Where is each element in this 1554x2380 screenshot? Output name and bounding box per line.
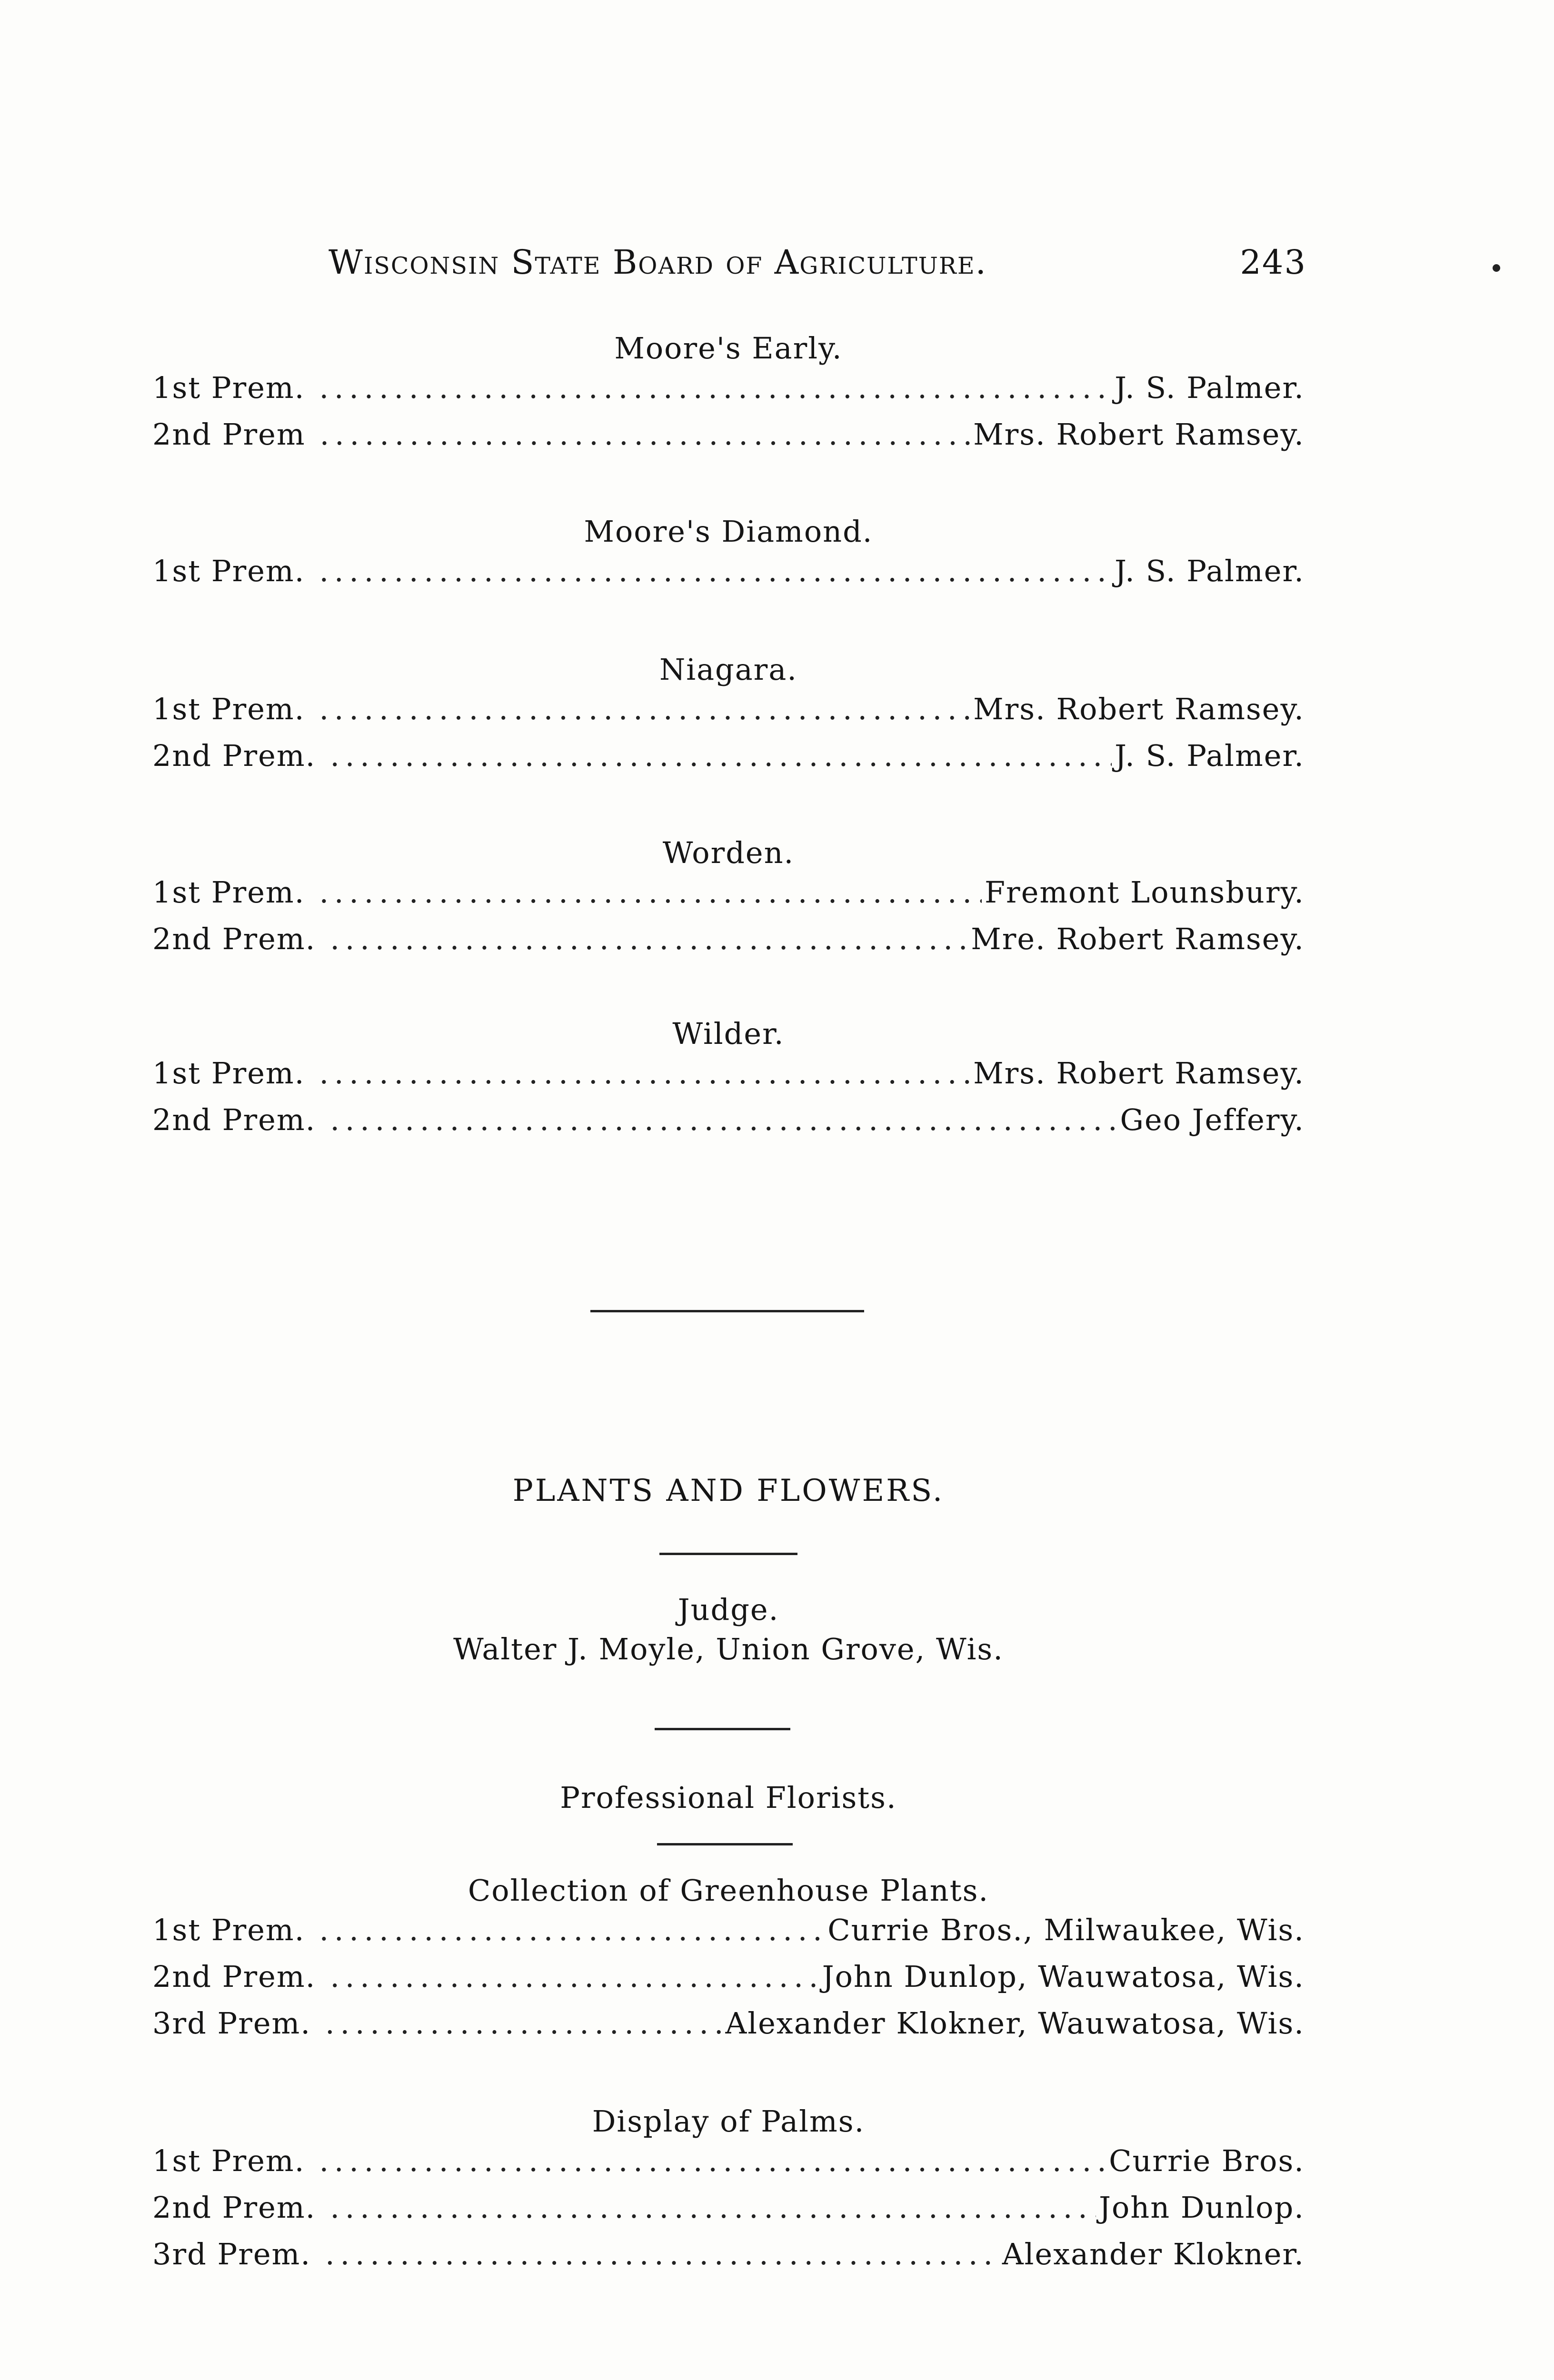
premium-entry [152, 1913, 1305, 1959]
premium-entry [152, 2006, 1305, 2053]
section-niagara [152, 652, 1305, 785]
premium-winner: Mre. Robert Ramsey. [971, 922, 1305, 956]
premium-place: 2nd Prem. [152, 738, 316, 773]
premium-place: 2nd Prem [152, 417, 306, 452]
margin-mark [1493, 264, 1500, 272]
premium-entry [152, 1056, 1305, 1102]
premium-place: 1st Prem. [152, 1056, 305, 1091]
premium-winner: John Dunlop, Wauwatosa, Wis. [822, 1959, 1305, 1994]
subsection-heading: Professional Florists. [560, 1780, 897, 1815]
premium-winner: Mrs. Robert Ramsey. [973, 692, 1305, 726]
section-heading: Niagara. [659, 652, 797, 687]
premium-entry [152, 2143, 1305, 2190]
judge-heading: Judge. [677, 1592, 779, 1627]
judge-block [152, 1592, 1305, 1671]
premium-entry [152, 875, 1305, 922]
dot-leader [325, 2237, 999, 2271]
premium-winner: John Dunlop. [1099, 2190, 1305, 2225]
premium-place: 3rd Prem. [152, 2006, 311, 2041]
section-heading: Wilder. [672, 1016, 785, 1051]
judge-rule [655, 1728, 790, 1730]
premium-winner: Alexander Klokner. [1002, 2237, 1305, 2271]
premium-winner: J. S. Palmer. [1115, 554, 1305, 588]
premium-place: 1st Prem. [152, 554, 305, 588]
title-rule [659, 1553, 797, 1555]
dot-leader [319, 370, 1112, 405]
premium-winner: J. S. Palmer. [1115, 370, 1305, 405]
premium-place: 2nd Prem. [152, 1102, 316, 1137]
dot-leader [325, 2006, 722, 2041]
section-heading: Moore's Early. [614, 331, 843, 366]
plants-title: PLANTS AND FLOWERS. [512, 1473, 945, 1508]
dot-leader [330, 2190, 1096, 2225]
premium-place: 1st Prem. [152, 875, 305, 910]
premium-place: 2nd Prem. [152, 1959, 316, 1994]
premium-entry [152, 417, 1305, 464]
dot-leader [319, 1913, 825, 1947]
premium-place: 1st Prem. [152, 370, 305, 405]
premium-winner: Mrs. Robert Ramsey. [973, 417, 1305, 452]
section-divider [590, 1310, 864, 1312]
premium-entry [152, 2190, 1305, 2237]
running-header [329, 243, 1306, 282]
dot-leader [330, 1102, 1117, 1137]
premium-entry [152, 554, 1305, 600]
page-number: 243 [1240, 243, 1306, 282]
dot-leader [330, 738, 1112, 773]
premium-entry [152, 692, 1305, 738]
dot-leader [319, 554, 1112, 588]
plants-section [152, 1473, 1305, 1513]
premium-place: 1st Prem. [152, 692, 305, 726]
premium-winner: Currie Bros. [1109, 2143, 1305, 2178]
premium-entry [152, 922, 1305, 968]
premium-winner: Fremont Lounsbury. [985, 875, 1305, 910]
premium-entry [152, 1959, 1305, 2006]
dot-leader [319, 2143, 1106, 2178]
subsection-block [152, 1780, 1305, 1820]
section-heading: Moore's Diamond. [584, 514, 873, 549]
premium-place: 1st Prem. [152, 2143, 305, 2178]
premium-place: 1st Prem. [152, 1913, 305, 1947]
premium-winner: Currie Bros., Milwaukee, Wis. [827, 1913, 1305, 1947]
premium-entry [152, 738, 1305, 785]
running-title: Wisconsin State Board of Agriculture. [329, 243, 987, 282]
dot-leader [330, 922, 968, 956]
premium-place: 2nd Prem. [152, 2190, 316, 2225]
section-moores-diamond [152, 514, 1305, 600]
category-heading: Collection of Greenhouse Plants. [468, 1873, 989, 1908]
premium-entry [152, 2237, 1305, 2283]
category-greenhouse-plants [152, 1873, 1305, 2053]
dot-leader [330, 1959, 819, 1994]
category-heading: Display of Palms. [592, 2104, 865, 2139]
category-display-of-palms [152, 2104, 1305, 2283]
premium-winner: Mrs. Robert Ramsey. [973, 1056, 1305, 1091]
subsection-rule [657, 1843, 793, 1845]
dot-leader [319, 1056, 970, 1091]
section-moores-early [152, 331, 1305, 464]
premium-entry [152, 370, 1305, 417]
premium-entry [152, 1102, 1305, 1149]
premium-winner: J. S. Palmer. [1115, 738, 1305, 773]
judge-name: Walter J. Moyle, Union Grove, Wis. [453, 1632, 1004, 1666]
premium-place: 2nd Prem. [152, 922, 316, 956]
dot-leader [319, 875, 982, 910]
section-wilder [152, 1016, 1305, 1149]
dot-leader [319, 692, 970, 726]
dot-leader [320, 417, 971, 452]
premium-winner: Geo Jeffery. [1120, 1102, 1305, 1137]
section-worden [152, 835, 1305, 968]
premium-place: 3rd Prem. [152, 2237, 311, 2271]
premium-winner: Alexander Klokner, Wauwatosa, Wis. [725, 2006, 1305, 2041]
section-heading: Worden. [662, 835, 795, 870]
